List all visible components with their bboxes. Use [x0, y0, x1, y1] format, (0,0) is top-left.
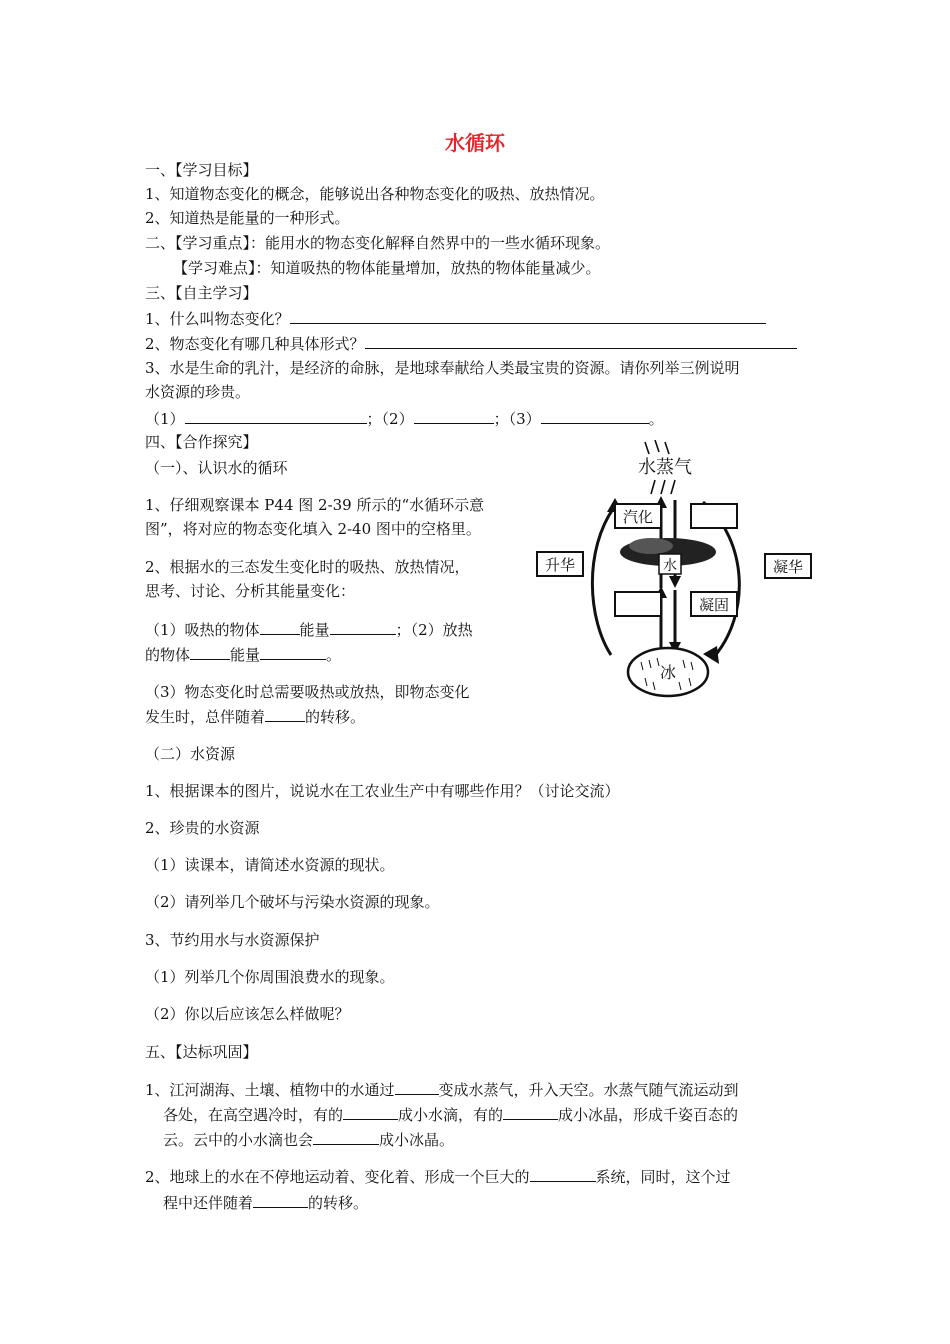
- p3-text-c: ；（2）放热: [395, 621, 473, 639]
- p3-text-e: 能量: [230, 646, 261, 664]
- q2-text-d: 的转移。: [308, 1194, 369, 1212]
- blank-box-top-right[interactable]: [691, 504, 737, 528]
- review-q2-line2: [163, 1192, 368, 1213]
- subsection-water-cycle: （一）、认识水的循环: [145, 459, 288, 477]
- transfer-blank[interactable]: [265, 706, 305, 722]
- q1-text: 1、什么叫物态变化？: [145, 310, 290, 328]
- release-object-blank[interactable]: [190, 644, 230, 660]
- section-4-heading: 四、【合作探究】: [145, 433, 258, 451]
- q1-text-e: 成小冰晶，形成千姿百态的: [558, 1106, 739, 1124]
- subsection-water-resources: （二）水资源: [145, 745, 236, 763]
- p3-text-a: （1）吸热的物体: [145, 621, 260, 639]
- p3-text-f: 。: [326, 646, 342, 664]
- goal-2: 2、知道热是能量的一种形式。: [145, 209, 350, 227]
- resource-q2b: （2）请列举几个破坏与污染水资源的现象。: [145, 893, 440, 911]
- sublimation-label: 升华: [544, 556, 576, 574]
- absorb-object-blank[interactable]: [260, 619, 300, 635]
- self-study-q3-line2: 水资源的珍贵。: [145, 383, 251, 401]
- self-study-q2: [145, 333, 797, 354]
- desublimation-label: 凝华: [772, 558, 804, 576]
- q1-text-a: 1、江河湖海、土壤、植物中的水通过: [145, 1081, 395, 1099]
- review-q1-line3: [163, 1129, 454, 1150]
- q2-text-b: 系统，同时，这个过: [595, 1168, 731, 1186]
- review-q2-line1: [145, 1166, 731, 1187]
- resource-q3a: （1）列举几个你周围浪费水的现象。: [145, 968, 395, 986]
- energy-transfer-blank[interactable]: [253, 1192, 308, 1208]
- release-energy-blank[interactable]: [260, 644, 326, 660]
- cycle-system-blank[interactable]: [530, 1166, 596, 1182]
- coop-p4-line2: [145, 706, 365, 727]
- example-1-blank[interactable]: [185, 408, 367, 424]
- water-shade: [629, 538, 673, 554]
- q2-text: 2、物态变化有哪几种具体形式？: [145, 335, 365, 353]
- blank-3-label: ；（3）: [493, 410, 541, 428]
- liquefaction-blank[interactable]: [343, 1104, 398, 1120]
- q1-text-d: 成小水滴，有的: [398, 1106, 504, 1124]
- ice-label: 冰: [659, 663, 677, 682]
- q1-text-g: 成小冰晶。: [379, 1131, 455, 1149]
- review-q1-line2: [163, 1104, 738, 1125]
- resource-q3b: （2）你以后应该怎么样做呢？: [145, 1005, 350, 1023]
- example-3-blank[interactable]: [541, 408, 649, 424]
- self-study-q3-line1: 3、水是生命的乳汁，是经济的命脉，是地球奉献给人类最宝贵的资源。请你列举三例说明: [145, 359, 740, 377]
- q1-text-b: 变成水蒸气，升入天空。水蒸气随气流运动到: [438, 1081, 739, 1099]
- q2-text-c: 程中还伴随着: [163, 1194, 254, 1212]
- coop-p4-line1: （3）物态变化时总需要吸热或放热，即物态变化: [145, 683, 470, 701]
- section-5-heading: 五、【达标巩固】: [145, 1043, 258, 1061]
- example-2-blank[interactable]: [414, 408, 494, 424]
- absorb-energy-blank[interactable]: [330, 619, 396, 635]
- p4-text-b: 的转移。: [305, 708, 366, 726]
- q1-answer-blank[interactable]: [290, 308, 766, 324]
- vaporize-label: 汽化: [622, 508, 654, 526]
- review-q1-line1: [145, 1079, 739, 1100]
- blank-end: 。: [648, 410, 664, 428]
- section-3-heading: 三、【自主学习】: [145, 284, 258, 302]
- blank-box-bottom-left[interactable]: [615, 592, 661, 616]
- resource-q3: 3、节约用水与水资源保护: [145, 931, 320, 949]
- p4-text-a: 发生时，总伴随着: [145, 708, 266, 726]
- coop-p3-line2: [145, 644, 341, 665]
- resource-q2a: （1）读课本，请简述水资源的现状。: [145, 856, 395, 874]
- resource-q1: 1、根据课本的图片，说说水在工农业生产中有哪些作用？（讨论交流）: [145, 782, 620, 800]
- q2-answer-blank[interactable]: [365, 333, 797, 349]
- coop-p3-line1: [145, 619, 473, 640]
- blank-1-label: （1）: [145, 410, 185, 428]
- p3-text-b: 能量: [299, 621, 330, 639]
- q1-text-f: 云。云中的小水滴也会: [163, 1131, 314, 1149]
- coop-p1-line1: 1、仔细观察课本 P44 图 2-39 所示的“水循环示意: [145, 496, 485, 514]
- page-title: 水循环: [445, 131, 505, 155]
- key-point: 二、【学习重点】：能用水的物态变化解释自然界中的一些水循环现象。: [145, 234, 611, 252]
- section-1-heading: 一、【学习目标】: [145, 161, 258, 179]
- water-label: 水: [663, 558, 677, 574]
- evaporation-blank[interactable]: [395, 1079, 439, 1095]
- difficulty: 【学习难点】：知道吸热的物体能量增加，放热的物体能量减少。: [173, 259, 601, 277]
- sublimation-arrow: [592, 506, 615, 655]
- vapor-lines-lower: [651, 480, 675, 494]
- q1-text-c: 各处，在高空遇冷时，有的: [163, 1106, 344, 1124]
- rising-vapor-lines: [645, 440, 669, 454]
- coop-p2-line2: 思考、讨论、分析其能量变化：: [145, 582, 356, 600]
- desublimation-blank[interactable]: [503, 1104, 558, 1120]
- blank-2-label: ；（2）: [366, 410, 414, 428]
- coop-p1-line2: 图”，将对应的物态变化填入 2-40 图中的空格里。: [145, 520, 481, 538]
- freezing-blank[interactable]: [313, 1129, 379, 1145]
- coop-p2-line1: 2、根据水的三态发生变化时的吸热、放热情况，: [145, 558, 470, 576]
- self-study-q3-blanks: [145, 408, 664, 429]
- freeze-label: 凝固: [698, 596, 730, 614]
- self-study-q1: [145, 308, 766, 329]
- vapor-label: 水蒸气: [638, 457, 692, 478]
- resource-q2: 2、珍贵的水资源: [145, 819, 260, 837]
- goal-1: 1、知道物态变化的概念，能够说出各种物态变化的吸热、放热情况。: [145, 185, 605, 203]
- water-cycle-diagram: [533, 440, 815, 702]
- q2-text-a: 2、地球上的水在不停地运动着、变化着、形成一个巨大的: [145, 1168, 530, 1186]
- p3-text-d: 的物体: [145, 646, 191, 664]
